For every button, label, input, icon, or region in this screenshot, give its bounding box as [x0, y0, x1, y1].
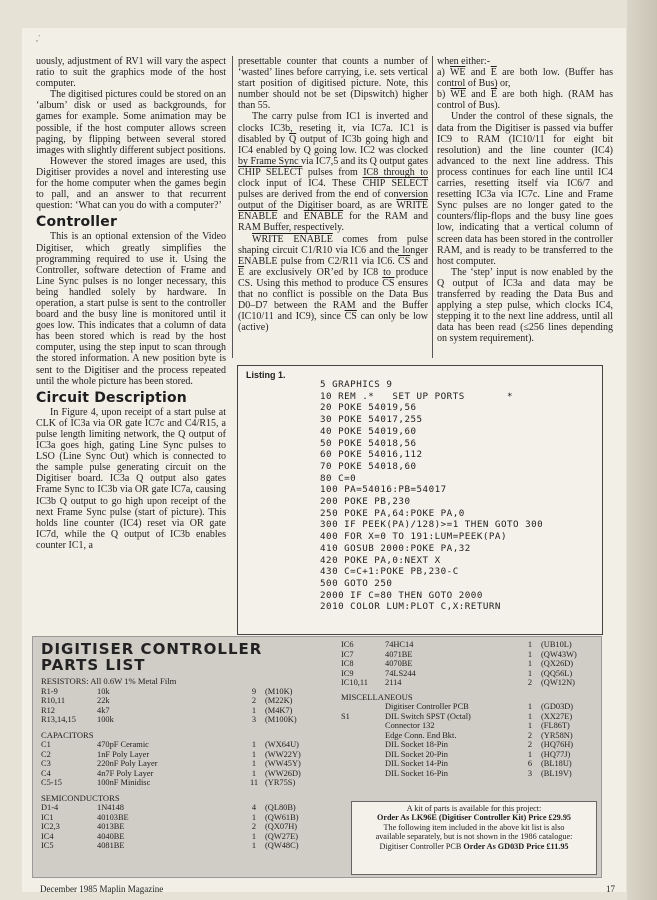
table-cell: 2114	[385, 678, 402, 687]
table-cell: 2	[527, 678, 533, 687]
table-cell: 1	[527, 668, 533, 678]
ic-table	[341, 640, 597, 688]
table-cell: IC4	[41, 831, 54, 841]
text-run: a)	[437, 67, 445, 79]
overline-enable: ENABLE	[303, 211, 344, 223]
parts-list-box	[32, 636, 602, 878]
table-cell: (HQ76H)	[541, 740, 574, 750]
text-run: and	[413, 255, 428, 267]
code-line: 10 REM .* SET UP PORTS *	[320, 390, 514, 402]
table-cell: 1	[527, 702, 533, 712]
table-cell: 1	[251, 740, 257, 750]
table-row	[341, 740, 597, 750]
list-item	[437, 89, 613, 111]
parts-list-title	[41, 641, 262, 673]
table-cell: 4k7	[97, 705, 110, 715]
kit-text: Digitiser Controller PCB	[379, 841, 462, 851]
list-item	[437, 67, 613, 89]
table-row	[341, 640, 597, 650]
text-run: are exclusively OR’ed by IC8 to produce CS. Using this method to produce	[238, 266, 428, 289]
paragraph: when either:-	[437, 56, 491, 67]
table-row	[41, 832, 325, 842]
kit-order: Order As LK96E (Digitiser Controller Kit) Price £29.95	[376, 813, 572, 823]
code-line: 300 IF PEEK(PA)/128)>=1 THEN GOTO 300	[320, 519, 544, 531]
code-line: 100 PA=54016:PB=54017	[320, 484, 447, 496]
table-row	[341, 759, 597, 769]
table-cell	[341, 769, 385, 779]
table-row	[41, 841, 325, 851]
column-divider	[432, 56, 433, 358]
table-cell: (QW12N)	[541, 678, 575, 687]
text-run: for the RAM and RAM Buffer, respectively.	[238, 211, 428, 234]
paragraph: The ‘step’ input is now enabled by the Q output of IC3a and data may be transferred by reading the Data Bus and applying a step pulse, which clocks IC4, stepping it to the next line address, until all data has been read (≤256 lines depending on system requirement).	[437, 266, 613, 345]
table-cell: 220nF Poly Layer	[97, 759, 158, 769]
section-heading: RESISTORS: All 0.6W 1% Metal Film	[41, 676, 177, 686]
table-row	[41, 687, 325, 697]
table-cell: 4081BE	[97, 841, 125, 851]
table-cell: 100nF Minidisc	[97, 778, 151, 788]
code-line: 400 FOR X=0 TO 191:LUM=PEEK(PA)	[320, 531, 507, 543]
heading-controller: Controller	[36, 214, 118, 231]
table-cell: 1	[251, 705, 257, 715]
table-row	[41, 696, 325, 706]
table-cell: (QL80B)	[265, 803, 296, 813]
table-cell: 3	[527, 768, 533, 778]
kit-text: The following item included in the above kit list is also	[383, 822, 565, 832]
table-cell: DIL Switch SPST (Octal)	[385, 711, 471, 721]
code-line: 200 POKE PB,230	[320, 496, 411, 508]
misc-table	[341, 702, 597, 778]
table-cell: (WW45Y)	[265, 759, 301, 769]
overline-cs: $\overline{CS}$	[382, 277, 395, 289]
parts-right	[341, 640, 597, 778]
table-cell: IC5	[41, 841, 54, 851]
table-cell: (M22K)	[265, 696, 293, 706]
table-row	[41, 778, 325, 788]
code-line: 2010 COLOR LUM:PLOT C,X:RETURN	[320, 601, 501, 613]
table-cell: (UB10L)	[541, 640, 572, 649]
table-row	[41, 715, 325, 725]
table-cell: (QX26D)	[541, 659, 574, 668]
table-cell: DIL Socket 18-Pin	[385, 740, 448, 750]
code-line: 60 POKE 54016,112	[320, 449, 423, 461]
text-run: pulses from IC8 through to clock input of IC4. These	[238, 166, 428, 190]
text-run: The carry pulse from IC1 is inverted and clocks IC3b, reseting it, via IC7a. IC1 is disabled by	[238, 111, 428, 145]
code-line: 410 GOSUB 2000:POKE PA,32	[320, 542, 471, 554]
paragraph	[238, 234, 428, 334]
resistor-table	[41, 687, 325, 725]
column-1	[36, 56, 226, 551]
table-row	[341, 659, 597, 669]
page-edge	[627, 0, 657, 900]
table-row	[341, 750, 597, 760]
table-cell: 4040BE	[97, 831, 125, 841]
table-cell: IC9	[341, 668, 354, 678]
text-run: b)	[437, 89, 446, 101]
table-cell: 4070BE	[385, 659, 413, 668]
text-run: output of IC3b going high and IC4 enabled by Q going low. IC2 was clocked by Frame Sync via IC7,5 and its Q output gates	[238, 133, 429, 167]
text-run: are both high. (RAM has control of Bus).	[437, 89, 613, 112]
table-cell: (QW61B)	[265, 812, 299, 822]
code-line: 250 POKE PA,64:POKE PA,0	[320, 507, 465, 519]
table-cell: 4071BE	[385, 649, 413, 659]
code-line: 40 POKE 54019,60	[320, 425, 417, 437]
table-cell: (WX64U)	[265, 740, 299, 750]
table-row	[41, 822, 325, 832]
table-cell: IC7	[341, 649, 354, 659]
heading-circuit-description: Circuit Description	[36, 389, 187, 406]
table-row	[41, 750, 325, 760]
table-cell: (WW22Y)	[265, 749, 301, 759]
text-run: can only be low (active)	[238, 311, 428, 334]
table-cell: DIL Socket 16-Pin	[385, 768, 448, 778]
paragraph: uously, adjustment of RV1 will vary the aspect ratio to suit the graphics mode of the host computer.	[36, 56, 226, 90]
table-cell: (GD03D)	[541, 702, 574, 712]
table-row	[41, 740, 325, 750]
kit-pcb-line	[352, 842, 596, 851]
overline-q: $\overline{Q}$	[288, 133, 297, 145]
table-row	[341, 678, 597, 688]
text-run: ensures that no conflict is possible on the Data Bus D0–D7 between the RAM and the Buffer (IC10/11 and IC9), since	[238, 277, 428, 323]
code-line: 420 POKE PA,0:NEXT X	[320, 554, 441, 566]
table-cell: IC8	[341, 659, 354, 668]
table-cell: 4	[251, 803, 257, 813]
code-line: 20 POKE 54019,56	[320, 402, 417, 414]
table-cell: (M100K)	[265, 715, 297, 725]
table-cell: R12	[41, 705, 55, 715]
table-cell: IC1	[41, 812, 54, 822]
kit-info-box	[351, 801, 597, 875]
overline-chip-select: CHIP SELECT	[238, 166, 303, 178]
table-cell: R1-9	[41, 686, 58, 696]
table-cell: 10k	[97, 686, 110, 696]
capacitor-table	[41, 740, 325, 788]
table-cell: 1	[527, 649, 533, 659]
table-row	[341, 712, 597, 722]
text-run: and	[470, 67, 486, 79]
table-cell: 2	[251, 822, 257, 832]
overline-write-enable: WRITE ENABLE	[252, 233, 333, 245]
table-cell: C2	[41, 749, 51, 759]
table-cell: D1-4	[41, 803, 59, 813]
table-row	[41, 769, 325, 779]
table-row	[41, 803, 325, 813]
table-cell: 11	[249, 778, 259, 788]
table-cell: C5-15	[41, 778, 62, 788]
code-line: 30 POKE 54017,255	[320, 414, 423, 426]
table-cell: 1	[251, 812, 257, 822]
overline-we: $\overline{WE}$	[450, 89, 466, 101]
text-run: comes from pulse shaping circuit C1/R10 via IC6 and the longer ENABLE pulse from C2/R11 via IC6.	[238, 233, 428, 267]
table-cell: 22k	[97, 696, 110, 706]
table-cell: 4013BE	[97, 822, 125, 832]
text-run: are both low. (Buffer has control of Bus) or,	[437, 67, 613, 90]
table-cell: (FL86T)	[541, 721, 570, 731]
table-cell	[341, 731, 385, 741]
text-run: pulses are derived from the end of conversion output of the Digitiser board, as are	[238, 189, 428, 212]
table-cell: (BL19V)	[541, 768, 572, 778]
table-cell: 1	[251, 841, 257, 851]
table-cell: C4	[41, 768, 51, 778]
table-cell: R10,11	[41, 696, 66, 706]
table-cell: 6	[527, 759, 533, 769]
table-cell: DIL Socket 20-Pin	[385, 749, 448, 759]
kit-text: available separately, but is not shown in the 1986 catalogue:	[375, 832, 573, 842]
table-cell: R13,14,15	[41, 715, 76, 725]
listing-code	[320, 379, 543, 613]
table-cell: 74LS244	[385, 668, 416, 678]
code-line: 50 POKE 54018,56	[320, 437, 417, 449]
table-cell: (WW26D)	[265, 768, 301, 778]
code-line: 430 C=C+1:POKE PB,230-C	[320, 566, 459, 578]
table-cell: Edge Conn. End Bkt.	[385, 730, 457, 740]
table-cell: 9	[251, 686, 257, 696]
kit-text: A kit of parts is available for this project:	[406, 804, 542, 813]
kit-order: Order As GD03D Price £11.95	[463, 841, 569, 851]
table-cell: (YR58N)	[541, 730, 573, 740]
table-cell: 100k	[97, 715, 114, 725]
table-cell: S1	[341, 711, 350, 721]
table-cell	[341, 702, 385, 712]
table-cell	[341, 759, 385, 769]
table-cell: (QW43W)	[541, 649, 577, 659]
paragraph: This is an optional extension of the Video Digitiser, which greatly simplifies the programming required to use it. Using the Controller, software detection of Frame and Line Sync pulses is no longer necessary, this being handled solely by hardware. In operation, a start pulse is sent to the controller board and the busy line is monitored until it goes low. This indicates that a column of data has been stored which is read by the host computer, using the step input to scan through the stored information. A new position byte is sent to the Digitiser and the process repeated until the whole picture has been stored.	[36, 231, 226, 387]
table-cell: (QW27E)	[265, 831, 299, 841]
column-divider	[232, 56, 233, 358]
column-2	[238, 56, 428, 333]
code-line: 500 GOTO 250	[320, 577, 393, 589]
table-cell: (YR75S)	[265, 778, 296, 788]
table-cell: IC6	[341, 640, 354, 649]
overline-e: $\overline{E}$	[490, 89, 498, 101]
column-3	[437, 56, 613, 344]
table-row	[341, 702, 597, 712]
table-cell: (QX07H)	[265, 822, 298, 832]
table-cell	[341, 750, 385, 760]
table-cell: IC2,3	[41, 822, 60, 832]
table-cell: Connector 132	[385, 721, 435, 731]
parts-left	[41, 677, 336, 851]
listing-title: Listing 1.	[246, 370, 286, 380]
table-row	[341, 721, 597, 731]
overline-chip-select: CHIP SELECT	[362, 178, 428, 190]
code-line: 5 GRAPHICS 9	[320, 379, 393, 390]
table-row	[341, 669, 597, 679]
overline-cs: $\overline{CS}$	[398, 255, 411, 267]
table-cell: 1	[527, 721, 533, 731]
table-row	[41, 759, 325, 769]
text-run: and	[283, 211, 298, 223]
paragraph: Under the control of these signals, the data from the Digitiser is passed via buffer IC9 to RAM (IC10/11 for eight bit resolution) and the line counter (IC4) advanced to the next line address. This process continues for each line until IC4 carries, resetting itself via IC6/7 and resetting IC3a via IC7c. Line and Frame Sync pulses are no longer gated to the counters/flip-flops and the busy line goes low, indicating that a vertical column of screen data has been stored in the controller RAM, and is ready to be transferred to the host computer.	[437, 111, 613, 267]
table-cell: (BL18U)	[541, 759, 572, 769]
overline-e: $\overline{E}$	[490, 67, 497, 79]
table-row	[341, 731, 597, 741]
overline-cs: $\overline{CS}$	[344, 311, 357, 323]
table-cell	[341, 721, 385, 731]
section-heading: CAPACITORS	[41, 729, 94, 740]
table-cell: (M4K7)	[265, 705, 293, 715]
margin-mark: ,´	[36, 34, 41, 43]
table-cell: (M10K)	[265, 686, 293, 696]
paragraph: presettable counter that counts a number of ‘wasted’ lines before carrying, i.e. sets vertical start position of digitised picture. Note, this number should not be set (Dipswitch) higher than 55.	[238, 56, 428, 112]
table-cell	[341, 740, 385, 750]
table-row	[41, 706, 325, 716]
text-run: and	[471, 89, 486, 101]
paragraph: In Figure 4, upon receipt of a start pulse at CLK of IC3a via OR gate IC7c and C4/R15, a pulse length limiting network, the Q output of IC3a goes high, gating Line Sync pulses to LSO (Line Sync Out) which is connected to the sample pulse generating circuit on the Digitiser board. IC3a Q output also gates Frame Sync to IC3b via OR gate IC7a, causing IC3b Q output to go high upon receipt of the next Frame Sync pulse (start of picture). This holds line counter (IC4) reset via OR gate IC7d, while the Q output of IC3b enables counter IC1, a	[36, 406, 226, 551]
table-cell: 1	[527, 659, 533, 668]
semiconductor-table	[41, 803, 325, 851]
table-cell: 2	[527, 730, 533, 740]
table-cell: C1	[41, 740, 51, 750]
table-row	[341, 650, 597, 660]
table-cell: (XX27E)	[541, 711, 573, 721]
table-cell: 3	[251, 715, 257, 725]
table-cell: 1	[527, 640, 533, 649]
table-cell: 1	[251, 831, 257, 841]
table-cell: 1nF Poly Layer	[97, 749, 150, 759]
overline-e: $\overline{E}$	[238, 266, 245, 278]
table-cell: 2	[251, 696, 257, 706]
table-cell: 1	[251, 768, 257, 778]
title-line: PARTS LIST	[41, 656, 146, 674]
table-cell: 4n7F Poly Layer	[97, 768, 154, 778]
table-cell: 1	[251, 749, 257, 759]
table-cell: Digitiser Controller PCB	[385, 702, 469, 712]
code-line: 70 POKE 54018,60	[320, 460, 417, 472]
paragraph: The digitised pictures could be stored on an ‘album’ disk or used as backgrounds, for games for example. Some animation may be possible, if the host computer allows screen paging, by flipping between several stored images with slightly different subject positions.	[36, 89, 226, 156]
footer-issue: December 1985 Maplin Magazine	[40, 884, 164, 894]
table-cell: (QQ56L)	[541, 668, 573, 678]
table-cell: 2	[527, 740, 533, 750]
paragraph: However the stored images are used, this Digitiser provides a novel and interesting use for the home computer when the games begin to pall, and an answer to that recurrent question: ‘What can you do with a computer?’	[36, 155, 226, 212]
code-line: 80 C=0	[320, 472, 357, 484]
table-row	[341, 769, 597, 779]
table-cell: 1	[527, 749, 533, 759]
table-cell: (HQ77J)	[541, 749, 571, 759]
section-heading: SEMICONDUCTORS	[41, 792, 120, 803]
overline-we: $\overline{WE}$	[449, 67, 466, 79]
table-cell: IC10,11	[341, 678, 368, 687]
overline-write-enable: WRITE ENABLE	[238, 200, 428, 223]
table-cell: 1	[527, 711, 533, 721]
paragraph	[238, 111, 428, 233]
program-listing	[237, 365, 603, 635]
code-line: 2000 IF C=80 THEN GOTO 2000	[320, 589, 483, 601]
table-cell: 74HC14	[385, 640, 414, 649]
table-cell: 1N4148	[97, 803, 124, 813]
table-cell: DIL Socket 14-Pin	[385, 759, 448, 769]
title-line: DIGITISER CONTROLLER	[41, 640, 263, 658]
table-cell: 470pF Ceramic	[97, 740, 149, 750]
table-row	[41, 813, 325, 823]
section-heading: MISCELLANEOUS	[341, 691, 413, 702]
table-cell: C3	[41, 759, 51, 769]
page-number: 17	[606, 884, 615, 894]
table-cell: 1	[251, 759, 257, 769]
table-cell: 40103BE	[97, 812, 129, 822]
table-cell: (QW48C)	[265, 841, 299, 851]
